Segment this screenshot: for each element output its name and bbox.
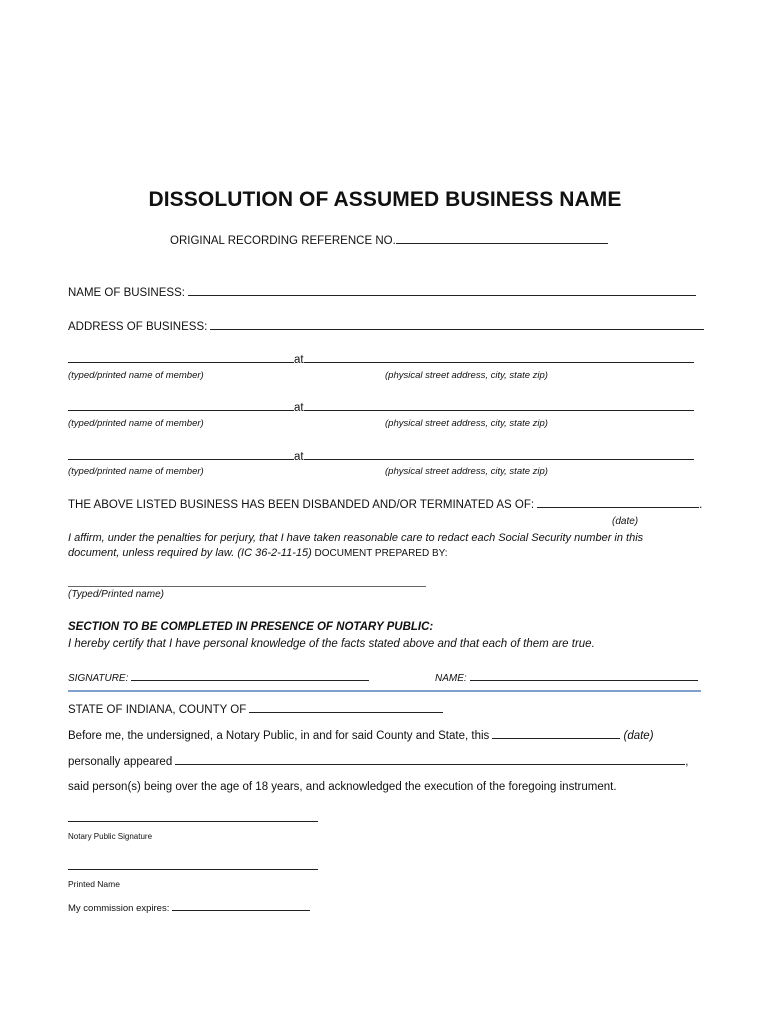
typed-printed-name-hint: (Typed/Printed name) — [68, 589, 164, 600]
signature-label: SIGNATURE: — [68, 673, 129, 684]
name-line[interactable] — [470, 671, 698, 681]
notary-signature-line[interactable] — [68, 812, 318, 822]
printed-name-label: Printed Name — [68, 879, 120, 889]
member-name-hint: (typed/printed name of member) — [68, 466, 204, 477]
member-name-line[interactable] — [68, 353, 294, 363]
state-county-field — [68, 703, 443, 716]
signature-line[interactable] — [131, 671, 369, 681]
period: . — [699, 499, 703, 511]
personally-appeared-field — [68, 755, 688, 768]
member-row — [68, 353, 694, 366]
name-of-business-line[interactable] — [188, 286, 696, 296]
name-label: NAME: — [435, 673, 467, 684]
name-of-business-label: NAME OF BUSINESS: — [68, 287, 185, 299]
before-me-field — [68, 729, 654, 742]
member-name-hint: (typed/printed name of member) — [68, 370, 204, 381]
member-address-hint: (physical street address, city, state zip) — [385, 418, 548, 429]
address-of-business-label: ADDRESS OF BUSINESS: — [68, 321, 208, 333]
county-line[interactable] — [249, 703, 443, 713]
notary-signature-field — [68, 809, 318, 827]
printed-name-field — [68, 857, 318, 875]
acknowledged-statement: said person(s) being over the age of 18 years, and acknowledged the execution of the foregoing instrument. — [68, 781, 617, 793]
member-at: at — [294, 451, 304, 463]
disbanded-statement: THE ABOVE LISTED BUSINESS HAS BEEN DISBANDED AND/OR TERMINATED AS OF: — [68, 499, 535, 511]
disbanded-date-line[interactable] — [537, 498, 699, 508]
notary-signature-label: Notary Public Signature — [68, 832, 153, 841]
commission-expires-field — [68, 901, 310, 914]
address-of-business-field — [68, 320, 704, 333]
prepared-by-label: DOCUMENT PREPARED BY: — [311, 548, 448, 559]
notary-date-hint: (date) — [623, 730, 654, 742]
comma: , — [685, 756, 689, 768]
certify-statement: I hereby certify that I have personal knowledge of the facts stated above and that each of them are true. — [68, 638, 595, 650]
member-address-line[interactable] — [304, 401, 694, 411]
member-row — [68, 401, 694, 414]
name-of-business-field — [68, 286, 696, 299]
member-name-line[interactable] — [68, 450, 294, 460]
section-divider — [68, 690, 701, 692]
member-name-line[interactable] — [68, 401, 294, 411]
printed-name-line[interactable] — [68, 860, 318, 870]
member-name-hint: (typed/printed name of member) — [68, 418, 204, 429]
reference-number-line[interactable] — [396, 234, 608, 244]
affirm-line-2 — [68, 547, 448, 559]
personally-appeared-label: personally appeared — [68, 756, 173, 768]
member-at: at — [294, 402, 304, 414]
reference-label: ORIGINAL RECORDING REFERENCE NO. — [170, 235, 396, 247]
commission-expires-line[interactable] — [172, 901, 310, 911]
member-at: at — [294, 354, 304, 366]
member-address-hint: (physical street address, city, state zip) — [385, 466, 548, 477]
signature-field — [68, 671, 369, 684]
address-of-business-line[interactable] — [210, 320, 704, 330]
date-hint: (date) — [612, 516, 639, 527]
commission-expires-label: My commission expires: — [68, 903, 170, 914]
preparer-name-line[interactable] — [68, 576, 426, 587]
affirm-italic-text: document, unless required by law. (IC 36-2-11-15) — [68, 547, 312, 559]
member-address-line[interactable] — [304, 353, 694, 363]
disbanded-date-field — [68, 498, 702, 511]
appeared-name-line[interactable] — [175, 755, 685, 765]
member-row — [68, 450, 694, 463]
member-address-hint: (physical street address, city, state zip) — [385, 370, 548, 381]
affirm-line-1: I affirm, under the penalties for perjury, that I have taken reasonable care to redact each Social Security number in this — [68, 532, 644, 544]
name-field — [435, 671, 698, 684]
notary-date-line[interactable] — [492, 729, 620, 739]
page-title: DISSOLUTION OF ASSUMED BUSINESS NAME — [148, 188, 622, 211]
member-address-line[interactable] — [304, 450, 694, 460]
before-me-text: Before me, the undersigned, a Notary Public, in and for said County and State, this — [68, 730, 490, 742]
notary-section-heading: SECTION TO BE COMPLETED IN PRESENCE OF NOTARY PUBLIC: — [68, 621, 434, 633]
state-county-label: STATE OF INDIANA, COUNTY OF — [68, 704, 247, 716]
reference-number-field — [170, 234, 608, 247]
